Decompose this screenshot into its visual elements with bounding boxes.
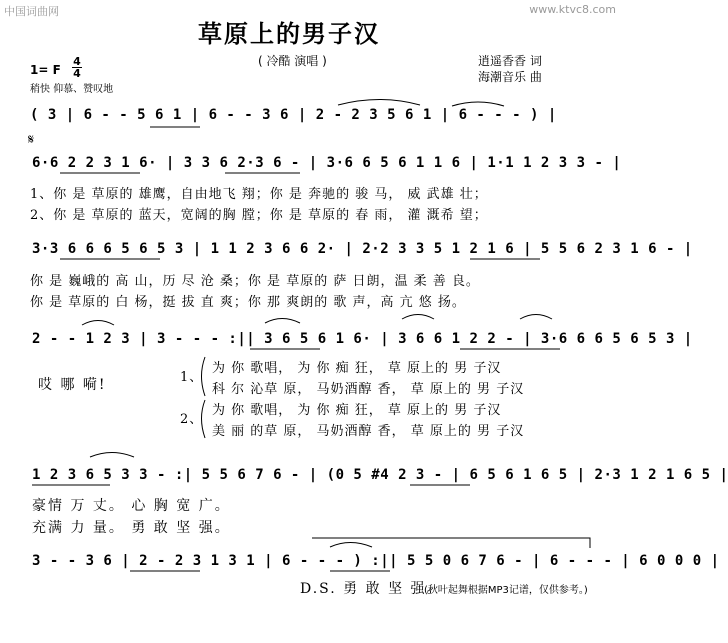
- row4-lyric-2: 科 尔 沁草 原， 马奶酒醇 香， 草 原上的 男 子汉: [212, 382, 525, 397]
- singer-credit: ( 冷酷 演唱 ): [258, 54, 327, 68]
- row4-verse1-marker: 1、: [180, 370, 204, 385]
- watermark-left: 中国词曲网: [4, 5, 59, 18]
- time-bottom: 4: [73, 67, 81, 80]
- song-title: 草原上的男子汉: [198, 19, 380, 48]
- row3-lyric-verse1: 你 是 巍峨的 高 山，历 尽 沧 桑；你 是 草原的 萨 日朗，温 柔 善 良。: [30, 274, 480, 289]
- time-top: 4: [73, 55, 81, 68]
- row6-lyric: D.S. 勇 敢 坚 强。: [300, 581, 443, 597]
- tempo-marking: 稍快 仰慕、赞叹地: [30, 84, 114, 95]
- row5-lyric-verse1: 豪情 万 丈。 心 胸 宽 广。: [32, 498, 231, 514]
- slur-mark: [82, 321, 114, 326]
- row4-lyric-4: 美 丽 的草 原， 马奶酒醇 香， 草 原上的 男 子汉: [212, 424, 525, 439]
- row3-lyric-verse2: 你 是 草原的 白 杨，挺 拔 直 爽；你 那 爽朗的 歌 声，高 亢 悠 扬。: [30, 295, 466, 310]
- row3-notes: 3·3 6 6 6 5 6 5 3 | 1 1 2 3 6 6 2· | 2·2 3 3 5 1 2 1 6 | 5 5 6 2 3 1 6 - |: [32, 241, 693, 257]
- intro-notes: ( 3 | 6 - - 5 6 1 | 6 - - 3 6 | 2 - 2 3 5 6 1 | 6 - - - ) |: [30, 107, 557, 123]
- slur-mark: [330, 543, 372, 548]
- slur-mark: [452, 102, 504, 106]
- verse-brace: [202, 400, 206, 438]
- row5-notes: 1 2 3 6 5 3 3 - :| 5 5 6 7 6 - | (0 5 #4 2 3 - | 6 5 6 1 6 5 | 2·3 1 2 1 6 5 |: [32, 467, 728, 483]
- segno-sign: 𝄋: [28, 132, 35, 148]
- row4-verse2-marker: 2、: [180, 412, 204, 427]
- row6-notes: 3 - - 3 6 | 2 - 2 3 1 3 1 | 6 - - - ) :|| 5 5 0 6 7 6 - | 6 - - - | 6 0 0 0 |: [32, 553, 720, 569]
- transcription-note: (秋叶起舞根据MP3记谱，仅供参考。): [424, 585, 588, 596]
- watermark-right: www.ktvc8.com: [529, 3, 616, 16]
- slur-mark: [90, 453, 134, 458]
- verse-brace: [202, 357, 206, 396]
- row4-lyric-3: 为 你 歌唱， 为 你 痴 狂， 草 原上的 男 子汉: [212, 403, 502, 418]
- slur-mark: [402, 315, 434, 320]
- slur-mark: [338, 100, 420, 106]
- row4-interjection: 哎 哪 嗬!: [38, 377, 107, 393]
- lyricist-credit: 逍遥香香 词: [478, 54, 542, 68]
- row2-lyric-verse1: 1、你 是 草原的 雄鹰，自由地飞 翔；你 是 奔驰的 骏 马， 威 武雄 壮；: [30, 187, 488, 202]
- composer-credit: 海潮音乐 曲: [478, 70, 542, 84]
- slur-mark: [265, 319, 300, 324]
- row2-lyric-verse2: 2、你 是 草原的 蓝天，宽阔的胸 膛；你 是 草原的 春 雨， 灌 溉希 望；: [30, 208, 488, 223]
- row4-notes: 2 - - 1 2 3 | 3 - - - :|| 3 6 5 6 1 6· | 3 6 6 1 2 2 - | 3·6 6 6 5 6 5 3 |: [32, 331, 693, 347]
- row2-notes: 6·6 2 2 3 1 6· | 3 3 6 2·3 6 - | 3·6 6 5 6 1 1 6 | 1·1 1 2 3 3 - |: [32, 155, 622, 171]
- row5-lyric-verse2: 充满 力 量。 勇 敢 坚 强。: [32, 520, 231, 536]
- row4-lyric-1: 为 你 歌唱， 为 你 痴 狂， 草 原上的 男 子汉: [212, 361, 502, 376]
- slur-mark: [520, 315, 552, 320]
- key-signature: 1= F: [30, 63, 61, 77]
